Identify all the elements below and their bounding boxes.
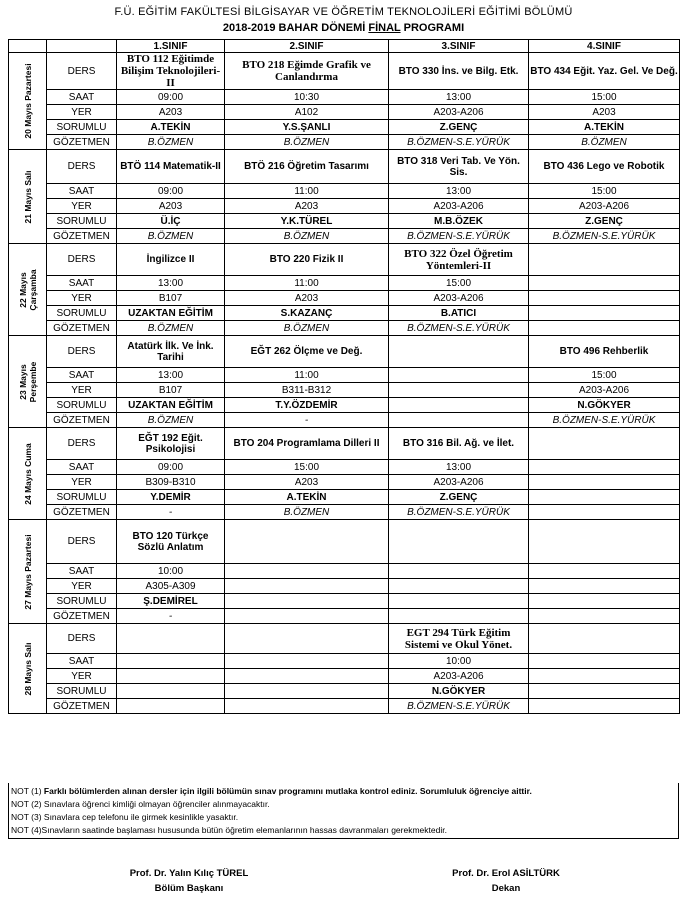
gozetmen-cell — [225, 609, 389, 624]
gozetmen-cell — [529, 321, 680, 336]
schedule-body — [9, 53, 680, 714]
gozetmen-cell — [389, 609, 529, 624]
gozetmen-cell: B.ÖZMEN — [529, 135, 680, 150]
row-label-sorumlu: SORUMLU — [47, 120, 117, 135]
row-label-saat: SAAT — [47, 184, 117, 199]
ders-cell: BTO 434 Eğit. Yaz. Gel. Ve Değ. — [529, 53, 680, 90]
yer-cell — [529, 669, 680, 684]
yer-cell — [389, 579, 529, 594]
yer-cell: A203-A206 — [529, 199, 680, 214]
saat-cell: 13:00 — [117, 368, 225, 383]
sorumlu-cell: Y.DEMİR — [117, 490, 225, 505]
gozetmen-cell — [529, 505, 680, 520]
ders-cell: BTO 204 Programlama Dilleri II — [225, 428, 389, 460]
saat-cell: 09:00 — [117, 460, 225, 475]
saat-cell: 09:00 — [117, 184, 225, 199]
schedule-row-ders — [9, 53, 680, 90]
schedule-row-saat — [9, 90, 680, 105]
saat-cell — [389, 368, 529, 383]
row-label-ders: DERS — [47, 150, 117, 184]
row-label-ders: DERS — [47, 520, 117, 564]
schedule-row-saat — [9, 460, 680, 475]
row-label-yer: YER — [47, 579, 117, 594]
sorumlu-cell — [225, 684, 389, 699]
note-line — [11, 798, 676, 811]
program-title-final: FİNAL — [368, 22, 401, 34]
schedule-row-gozetmen — [9, 699, 680, 714]
day-label: 21 Mayıs Salı — [22, 170, 33, 223]
schedule-table — [8, 39, 680, 714]
gozetmen-cell: B.ÖZMEN — [225, 321, 389, 336]
sorumlu-cell: M.B.ÖZEK — [389, 214, 529, 229]
row-label-gozetmen: GÖZETMEN — [47, 135, 117, 150]
note-text: Sınavlara öğrenci kimliği olmayan öğrenciler alınmayacaktır. — [43, 799, 270, 809]
sorumlu-cell: A.TEKİN — [117, 120, 225, 135]
schedule-row-saat — [9, 368, 680, 383]
day-cell — [9, 150, 47, 244]
row-label-saat: SAAT — [47, 368, 117, 383]
yer-cell: A203-A206 — [389, 199, 529, 214]
yer-cell — [389, 383, 529, 398]
sorumlu-cell — [529, 684, 680, 699]
yer-cell: A203 — [225, 475, 389, 490]
sorumlu-cell: Y.S.ŞANLI — [225, 120, 389, 135]
yer-cell — [529, 291, 680, 306]
signature-name: Prof. Dr. Yalın Kılıç TÜREL — [129, 868, 249, 879]
ders-cell: BTO 436 Lego ve Robotik — [529, 150, 680, 184]
saat-cell: 13:00 — [117, 276, 225, 291]
ders-cell: BTO 318 Veri Tab. Ve Yön. Sis. — [389, 150, 529, 184]
sorumlu-cell — [225, 594, 389, 609]
row-label-yer: YER — [47, 199, 117, 214]
sorumlu-cell: Z.GENÇ — [529, 214, 680, 229]
yer-cell — [529, 579, 680, 594]
row-label-gozetmen: GÖZETMEN — [47, 229, 117, 244]
yer-cell — [225, 669, 389, 684]
row-label-gozetmen: GÖZETMEN — [47, 505, 117, 520]
row-label-gozetmen: GÖZETMEN — [47, 699, 117, 714]
ders-cell: EĞT 262 Ölçme ve Değ. — [225, 336, 389, 368]
row-label-gozetmen: GÖZETMEN — [47, 321, 117, 336]
row-label-yer: YER — [47, 383, 117, 398]
note-prefix: NOT (1) — [11, 786, 44, 796]
yer-cell: B311-B312 — [225, 383, 389, 398]
signature-name: Prof. Dr. Erol ASİLTÜRK — [452, 868, 560, 879]
schedule-row-gozetmen — [9, 321, 680, 336]
schedule-row-gozetmen — [9, 413, 680, 428]
day-cell — [9, 428, 47, 520]
ders-cell: BTO 112 Eğitimde Bilişim Teknolojileri-II — [117, 53, 225, 90]
saat-cell: 11:00 — [225, 368, 389, 383]
note-prefix: NOT (3) — [11, 812, 44, 822]
ders-cell: BTO 496 Rehberlik — [529, 336, 680, 368]
row-label-saat: SAAT — [47, 564, 117, 579]
saat-cell: 15:00 — [529, 368, 680, 383]
row-label-yer: YER — [47, 475, 117, 490]
note-prefix: NOT (2) — [11, 799, 44, 809]
ders-cell: BTO 220 Fizik II — [225, 244, 389, 276]
gozetmen-cell: B.ÖZMEN-S.E.YÜRÜK — [389, 321, 529, 336]
yer-cell: A203-A206 — [389, 105, 529, 120]
saat-cell — [529, 460, 680, 475]
day-cell — [9, 244, 47, 336]
day-label: 27 Mayıs Pazartesi — [22, 533, 33, 610]
schedule-row-ders — [9, 624, 680, 654]
schedule-row-ders — [9, 150, 680, 184]
yer-cell: A203 — [225, 291, 389, 306]
schedule-row-ders — [9, 428, 680, 460]
gozetmen-cell: B.ÖZMEN — [117, 229, 225, 244]
schedule-row-gozetmen — [9, 229, 680, 244]
program-title-pre: 2018-2019 BAHAR DÖNEMİ — [222, 22, 369, 34]
sorumlu-cell: UZAKTAN EĞİTİM — [117, 398, 225, 413]
saat-cell: 11:00 — [225, 276, 389, 291]
signature-head-of-department — [104, 866, 274, 896]
day-label: 28 Mayıs Salı — [22, 642, 33, 695]
schedule-row-sorumlu — [9, 120, 680, 135]
yer-cell: A203-A206 — [389, 291, 529, 306]
day-cell — [9, 520, 47, 624]
day-cell — [9, 53, 47, 150]
day-label: 20 Mayıs Pazartesi — [22, 63, 33, 139]
schedule-row-saat — [9, 276, 680, 291]
saat-cell: 10:30 — [225, 90, 389, 105]
faculty-title: F.Ü. EĞİTİM FAKÜLTESİ BİLGİSAYAR VE ÖĞRETİM TEKNOLOJİLERİ EĞİTİMİ BÖLÜMÜ — [114, 6, 573, 18]
row-label-gozetmen: GÖZETMEN — [47, 413, 117, 428]
day-cell — [9, 624, 47, 714]
saat-cell: 10:00 — [117, 564, 225, 579]
schedule-row-yer — [9, 383, 680, 398]
row-label-ders: DERS — [47, 428, 117, 460]
signature-title: Dekan — [491, 883, 521, 894]
sorumlu-cell — [529, 594, 680, 609]
yer-cell: B309-B310 — [117, 475, 225, 490]
yer-cell — [225, 579, 389, 594]
yer-cell — [529, 475, 680, 490]
note-line — [11, 785, 676, 798]
sorumlu-cell: A.TEKİN — [225, 490, 389, 505]
row-label-yer: YER — [47, 291, 117, 306]
note-text: Farklı bölümlerden alınan dersler için ilgili bölümün sınav programını mutlaka kontrol ediniz. Sorumluluk öğrenciye aittir. — [43, 786, 532, 796]
row-label-ders: DERS — [47, 53, 117, 90]
ders-cell: BTO 322 Özel Öğretim Yöntemleri-II — [389, 244, 529, 276]
yer-cell: A203-A206 — [529, 383, 680, 398]
ders-cell — [529, 520, 680, 564]
saat-cell: 15:00 — [529, 184, 680, 199]
note-prefix: NOT (4) — [11, 825, 42, 835]
saat-cell: 15:00 — [225, 460, 389, 475]
gozetmen-cell: B.ÖZMEN — [225, 135, 389, 150]
gozetmen-cell: B.ÖZMEN-S.E.YÜRÜK — [389, 505, 529, 520]
saat-cell: 13:00 — [389, 460, 529, 475]
saat-cell — [389, 564, 529, 579]
gozetmen-cell: - — [117, 505, 225, 520]
gozetmen-cell: B.ÖZMEN-S.E.YÜRÜK — [389, 699, 529, 714]
yer-cell — [117, 669, 225, 684]
gozetmen-cell: B.ÖZMEN-S.E.YÜRÜK — [389, 135, 529, 150]
schedule-row-gozetmen — [9, 609, 680, 624]
row-label-sorumlu: SORUMLU — [47, 594, 117, 609]
note-text: Sınavların saatinde başlaması hususunda bütün öğretim elemanlarının hassas davranmaları gerekmektedir. — [41, 825, 447, 835]
gozetmen-cell — [225, 699, 389, 714]
yer-cell: B107 — [117, 383, 225, 398]
schedule-row-yer — [9, 291, 680, 306]
sorumlu-cell — [389, 398, 529, 413]
ders-cell — [389, 336, 529, 368]
gozetmen-cell — [389, 413, 529, 428]
ders-cell: İngilizce II — [117, 244, 225, 276]
saat-cell: 10:00 — [389, 654, 529, 669]
schedule-row-sorumlu — [9, 306, 680, 321]
schedule-row-sorumlu — [9, 398, 680, 413]
notes-box — [8, 783, 679, 839]
sorumlu-cell: UZAKTAN EĞİTİM — [117, 306, 225, 321]
yer-cell: A203 — [117, 105, 225, 120]
schedule-row-ders — [9, 336, 680, 368]
gozetmen-cell — [529, 609, 680, 624]
col-header-3: 3.SINIF — [389, 40, 529, 53]
saat-cell — [529, 564, 680, 579]
schedule-row-sorumlu — [9, 214, 680, 229]
sorumlu-cell: A.TEKİN — [529, 120, 680, 135]
saat-cell: 15:00 — [529, 90, 680, 105]
schedule-row-saat — [9, 654, 680, 669]
schedule-row-yer — [9, 475, 680, 490]
schedule-row-sorumlu — [9, 684, 680, 699]
ders-cell: EGT 294 Türk Eğitim Sistemi ve Okul Yönet. — [389, 624, 529, 654]
sorumlu-cell: S.KAZANÇ — [225, 306, 389, 321]
day-label: 22 Mayıs Çarşamba — [17, 268, 38, 311]
schedule-row-sorumlu — [9, 594, 680, 609]
schedule-row-yer — [9, 199, 680, 214]
row-label-ders: DERS — [47, 244, 117, 276]
schedule-row-sorumlu — [9, 490, 680, 505]
note-line — [11, 811, 676, 824]
program-title — [0, 22, 687, 34]
row-label-saat: SAAT — [47, 460, 117, 475]
saat-cell — [117, 654, 225, 669]
row-label-sorumlu: SORUMLU — [47, 306, 117, 321]
sorumlu-cell: B.ATICI — [389, 306, 529, 321]
yer-cell: A102 — [225, 105, 389, 120]
label-header-cell — [47, 40, 117, 53]
ders-cell — [225, 520, 389, 564]
ders-cell — [225, 624, 389, 654]
ders-cell — [529, 244, 680, 276]
sorumlu-cell: Ü.İÇ — [117, 214, 225, 229]
gozetmen-cell: B.ÖZMEN — [117, 321, 225, 336]
yer-cell: A203-A206 — [389, 475, 529, 490]
row-label-saat: SAAT — [47, 90, 117, 105]
schedule-row-saat — [9, 564, 680, 579]
day-cell — [9, 336, 47, 428]
sorumlu-cell: N.GÖKYER — [389, 684, 529, 699]
gozetmen-cell: B.ÖZMEN — [225, 505, 389, 520]
gozetmen-cell: - — [117, 609, 225, 624]
header-row — [9, 40, 680, 53]
schedule-row-ders — [9, 244, 680, 276]
gozetmen-cell — [117, 699, 225, 714]
saat-cell: 09:00 — [117, 90, 225, 105]
sorumlu-cell — [389, 594, 529, 609]
gozetmen-cell: B.ÖZMEN — [117, 135, 225, 150]
signature-dean — [426, 866, 586, 896]
sorumlu-cell: Z.GENÇ — [389, 120, 529, 135]
ders-cell — [529, 624, 680, 654]
row-label-yer: YER — [47, 105, 117, 120]
row-label-yer: YER — [47, 669, 117, 684]
ders-cell: BTÖ 216 Öğretim Tasarımı — [225, 150, 389, 184]
sorumlu-cell — [117, 684, 225, 699]
schedule-row-yer — [9, 105, 680, 120]
schedule-row-gozetmen — [9, 135, 680, 150]
saat-cell — [529, 654, 680, 669]
saat-cell: 13:00 — [389, 90, 529, 105]
note-text: Sınavlara cep telefonu ile girmek kesinlikle yasaktır. — [43, 812, 239, 822]
schedule-row-ders — [9, 520, 680, 564]
col-header-4: 4.SINIF — [529, 40, 680, 53]
saat-cell: 15:00 — [389, 276, 529, 291]
yer-cell: A305-A309 — [117, 579, 225, 594]
sorumlu-cell — [529, 306, 680, 321]
sorumlu-cell: N.GÖKYER — [529, 398, 680, 413]
row-label-ders: DERS — [47, 624, 117, 654]
gozetmen-cell: B.ÖZMEN-S.E.YÜRÜK — [389, 229, 529, 244]
row-label-sorumlu: SORUMLU — [47, 684, 117, 699]
schedule-row-yer — [9, 579, 680, 594]
ders-cell: Atatürk İlk. Ve İnk. Tarihi — [117, 336, 225, 368]
yer-cell: A203 — [117, 199, 225, 214]
saat-cell — [529, 276, 680, 291]
ders-cell: BTO 330 İns. ve Bilg. Etk. — [389, 53, 529, 90]
day-label: 23 Mayıs Perşembe — [17, 361, 38, 402]
sorumlu-cell: Z.GENÇ — [389, 490, 529, 505]
col-header-1: 1.SINIF — [117, 40, 225, 53]
ders-cell — [529, 428, 680, 460]
saat-cell — [225, 564, 389, 579]
row-label-sorumlu: SORUMLU — [47, 398, 117, 413]
schedule-row-gozetmen — [9, 505, 680, 520]
yer-cell: A203 — [529, 105, 680, 120]
gozetmen-cell: B.ÖZMEN — [225, 229, 389, 244]
schedule-row-yer — [9, 669, 680, 684]
row-label-gozetmen: GÖZETMEN — [47, 609, 117, 624]
sorumlu-cell: Y.K.TÜREL — [225, 214, 389, 229]
schedule-row-saat — [9, 184, 680, 199]
row-label-saat: SAAT — [47, 276, 117, 291]
ders-cell: EĞT 192 Eğit. Psikolojisi — [117, 428, 225, 460]
gozetmen-cell: B.ÖZMEN-S.E.YÜRÜK — [529, 229, 680, 244]
ders-cell: BTO 120 Türkçe Sözlü Anlatım — [117, 520, 225, 564]
gozetmen-cell: B.ÖZMEN — [117, 413, 225, 428]
ders-cell: BTO 218 Eğimde Grafik ve Canlandırma — [225, 53, 389, 90]
ders-cell: BTÖ 114 Matematik-II — [117, 150, 225, 184]
note-line — [11, 824, 676, 837]
sorumlu-cell: Ş.DEMİREL — [117, 594, 225, 609]
gozetmen-cell — [529, 699, 680, 714]
yer-cell: A203 — [225, 199, 389, 214]
program-title-post: PROGRAMI — [400, 22, 465, 34]
sorumlu-cell — [529, 490, 680, 505]
gozetmen-cell: - — [225, 413, 389, 428]
gozetmen-cell: B.ÖZMEN-S.E.YÜRÜK — [529, 413, 680, 428]
row-label-saat: SAAT — [47, 654, 117, 669]
row-label-sorumlu: SORUMLU — [47, 490, 117, 505]
col-header-2: 2.SINIF — [225, 40, 389, 53]
row-label-sorumlu: SORUMLU — [47, 214, 117, 229]
corner-cell — [9, 40, 47, 53]
ders-cell: BTO 316 Bil. Ağ. ve İlet. — [389, 428, 529, 460]
saat-cell: 13:00 — [389, 184, 529, 199]
saat-cell — [225, 654, 389, 669]
day-label: 24 Mayıs Cuma — [22, 442, 33, 505]
signature-title: Bölüm Başkanı — [154, 883, 224, 894]
yer-cell: A203-A206 — [389, 669, 529, 684]
ders-cell — [117, 624, 225, 654]
row-label-ders: DERS — [47, 336, 117, 368]
ders-cell — [389, 520, 529, 564]
sorumlu-cell: T.Y.ÖZDEMİR — [225, 398, 389, 413]
yer-cell: B107 — [117, 291, 225, 306]
saat-cell: 11:00 — [225, 184, 389, 199]
